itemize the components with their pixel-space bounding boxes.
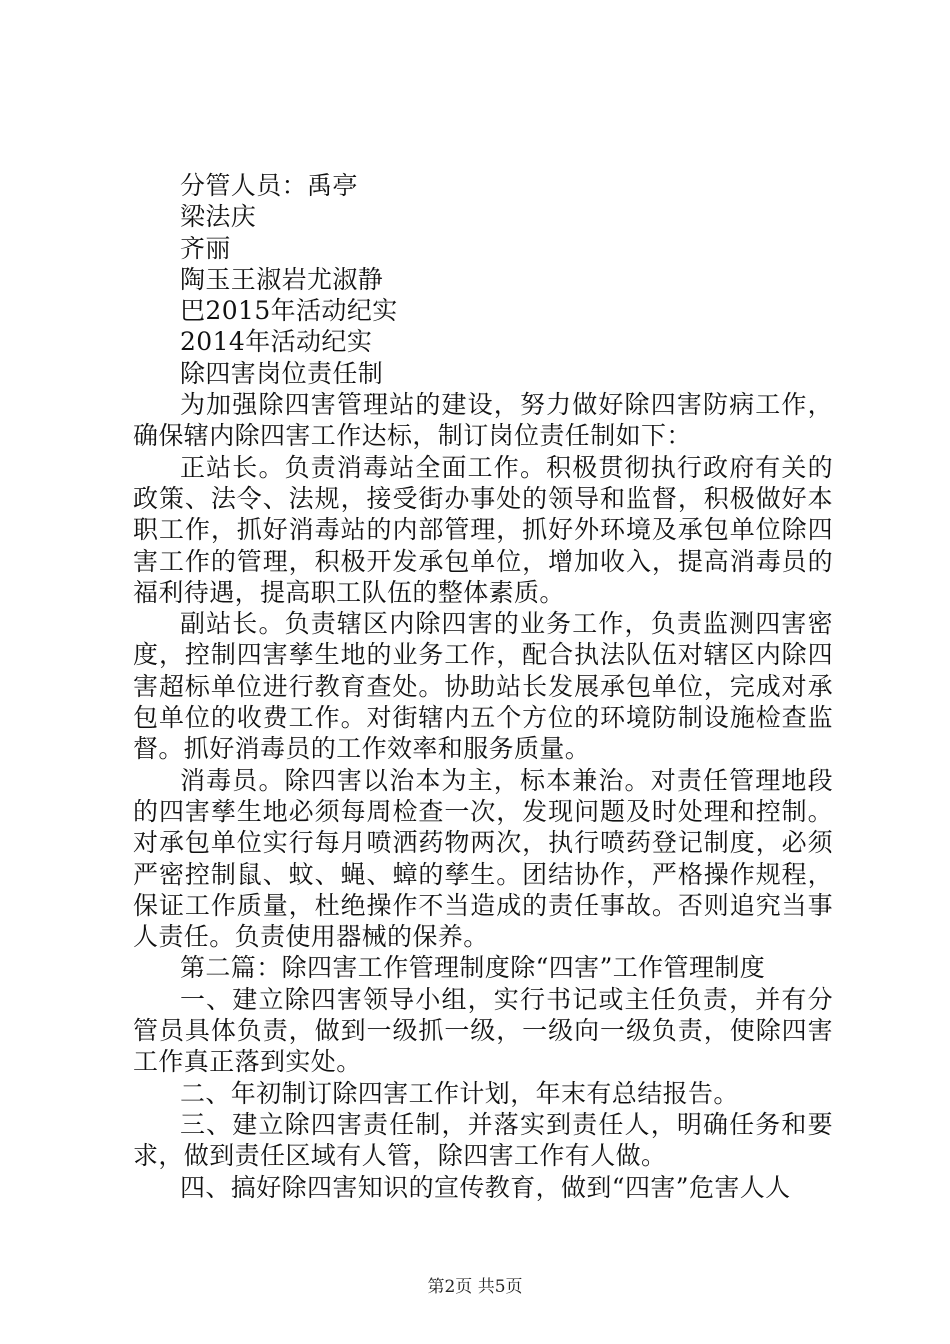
rule-item: 一、建立除四害领导小组，实行书记或主任负责，并有分管员具体负责，做到一级抓一级，一级向一级负责，使除四害工作真正落到实处。 <box>133 984 833 1077</box>
activity-record-line: 巴2015年活动纪实 <box>180 296 398 326</box>
section-title: 除四害岗位责任制 <box>180 358 384 388</box>
rule-item: 二、年初制订除四害工作计划，年末有总结报告。 <box>180 1078 739 1108</box>
intro-paragraph: 为加强除四害管理站的建设，努力做好除四害防病工作，确保辖内除四害工作达标，制订岗位责任制如下： <box>133 390 833 451</box>
name-line: 陶玉王淑岩尤淑静 <box>180 264 384 294</box>
rule-item: 四、搞好除四害知识的宣传教育，做到“四害”危害人人 <box>180 1172 791 1202</box>
name-line: 齐丽 <box>180 233 231 263</box>
station-chief-paragraph: 正站长。负责消毒站全面工作。积极贯彻执行政府有关的政策、法令、法规，接受街办事处的领导和监督，积极做好本职工作，抓好消毒站的内部管理，抓好外环境及承包单位除四害工作的管理，积极开发承包单位，增加收入，提高消毒员的福利待遇，提高职工队伍的整体素质。 <box>133 452 833 607</box>
deputy-chief-paragraph: 副站长。负责辖区内除四害的业务工作，负责监测四害密度，控制四害孳生地的业务工作，配合执法队伍对辖区内除四害超标单位进行教育查处。协助站长发展承包单位，完成对承包单位的收费工作。对街辖内五个方位的环境防制设施检查监督。抓好消毒员的工作效率和服务质量。 <box>133 609 833 764</box>
name-line: 梁法庆 <box>180 202 257 232</box>
manager-line: 分管人员：禹亭 <box>180 171 358 200</box>
page-footer: 第2页 共5页 <box>427 1277 523 1297</box>
chapter-two-heading: 第二篇：除四害工作管理制度除“四害”工作管理制度 <box>180 953 766 983</box>
rule-item: 三、建立除四害责任制，并落实到责任人，明确任务和要求，做到责任区域有人管，除四害工作有人做。 <box>133 1109 833 1171</box>
disinfector-paragraph: 消毒员。除四害以治本为主，标本兼治。对责任管理地段的四害孳生地必须每周检查一次，发现问题及时处理和控制。对承包单位实行每月喷洒药物两次，执行喷药登记制度，必须严密控制鼠、蚊、蝇、蟑的孳生。团结协作，严格操作规程，保证工作质量，杜绝操作不当造成的责任事故。否则追究当事人责任。负责使用器械的保养。 <box>133 765 833 952</box>
document-body <box>133 170 833 1203</box>
activity-record-line: 2014年活动纪实 <box>180 327 373 357</box>
